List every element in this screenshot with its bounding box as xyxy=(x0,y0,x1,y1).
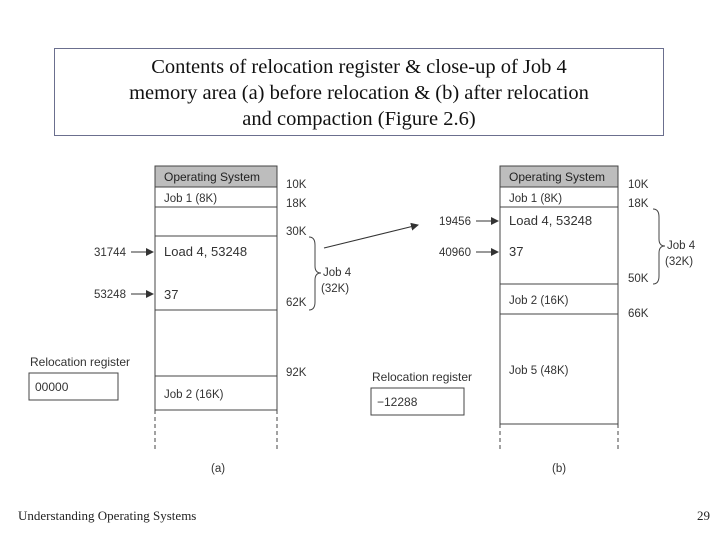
memory-map-b xyxy=(371,166,696,475)
job1-label-b: Job 1 (8K) xyxy=(509,193,563,205)
size-18k-a: 18K xyxy=(286,198,307,210)
job1-label-a: Job 1 (8K) xyxy=(164,193,218,205)
memory-map-a xyxy=(29,166,352,475)
reloc-value-b: −12288 xyxy=(377,395,418,409)
size-50k-b: 50K xyxy=(628,273,649,285)
addr-data-a: 53248 xyxy=(94,289,126,301)
size-92k-a: 92K xyxy=(286,367,307,379)
data-value-a: 37 xyxy=(164,287,179,302)
size-66k-b: 66K xyxy=(628,308,649,320)
caption-a: (a) xyxy=(211,463,226,475)
job2-label-b: Job 2 (16K) xyxy=(509,295,569,307)
size-10k-a: 10K xyxy=(286,179,307,191)
job4-label-b-1: Job 4 xyxy=(667,240,696,252)
reloc-value-a: 00000 xyxy=(35,380,69,394)
os-label-a: Operating System xyxy=(164,170,261,184)
reloc-label-b: Relocation register xyxy=(372,370,473,384)
transition-arrow xyxy=(324,225,418,248)
page-number: 29 xyxy=(697,508,710,523)
title-line-1: Contents of relocation register & close-up of Job 4 xyxy=(151,56,567,78)
job4-brace-b xyxy=(653,209,665,284)
title-line-2: memory area (a) before relocation & (b) after relocation xyxy=(129,82,589,104)
job5-label-b: Job 5 (48K) xyxy=(509,365,569,377)
size-10k-b: 10K xyxy=(628,179,649,191)
data-value-b: 37 xyxy=(509,244,524,259)
job4-brace-a xyxy=(309,237,321,310)
addr-data-b: 40960 xyxy=(439,247,471,259)
size-18k-b: 18K xyxy=(628,198,649,210)
os-label-b: Operating System xyxy=(509,170,606,184)
load-instruction-a: Load 4, 53248 xyxy=(164,244,248,259)
job4-label-a-1: Job 4 xyxy=(323,267,352,279)
title-line-3: and compaction (Figure 2.6) xyxy=(242,108,476,130)
addr-load-b: 19456 xyxy=(439,216,471,228)
course-name: Understanding Operating Systems xyxy=(18,508,197,523)
size-30k-a: 30K xyxy=(286,226,307,238)
job2-label-a: Job 2 (16K) xyxy=(164,389,224,401)
size-62k-a: 62K xyxy=(286,297,307,309)
load-instruction-b: Load 4, 53248 xyxy=(509,213,593,228)
job4-label-a-2: (32K) xyxy=(321,283,350,295)
caption-b: (b) xyxy=(552,463,567,475)
reloc-label-a: Relocation register xyxy=(30,355,131,369)
job4-label-b-2: (32K) xyxy=(665,256,694,268)
addr-load-a: 31744 xyxy=(94,247,126,259)
